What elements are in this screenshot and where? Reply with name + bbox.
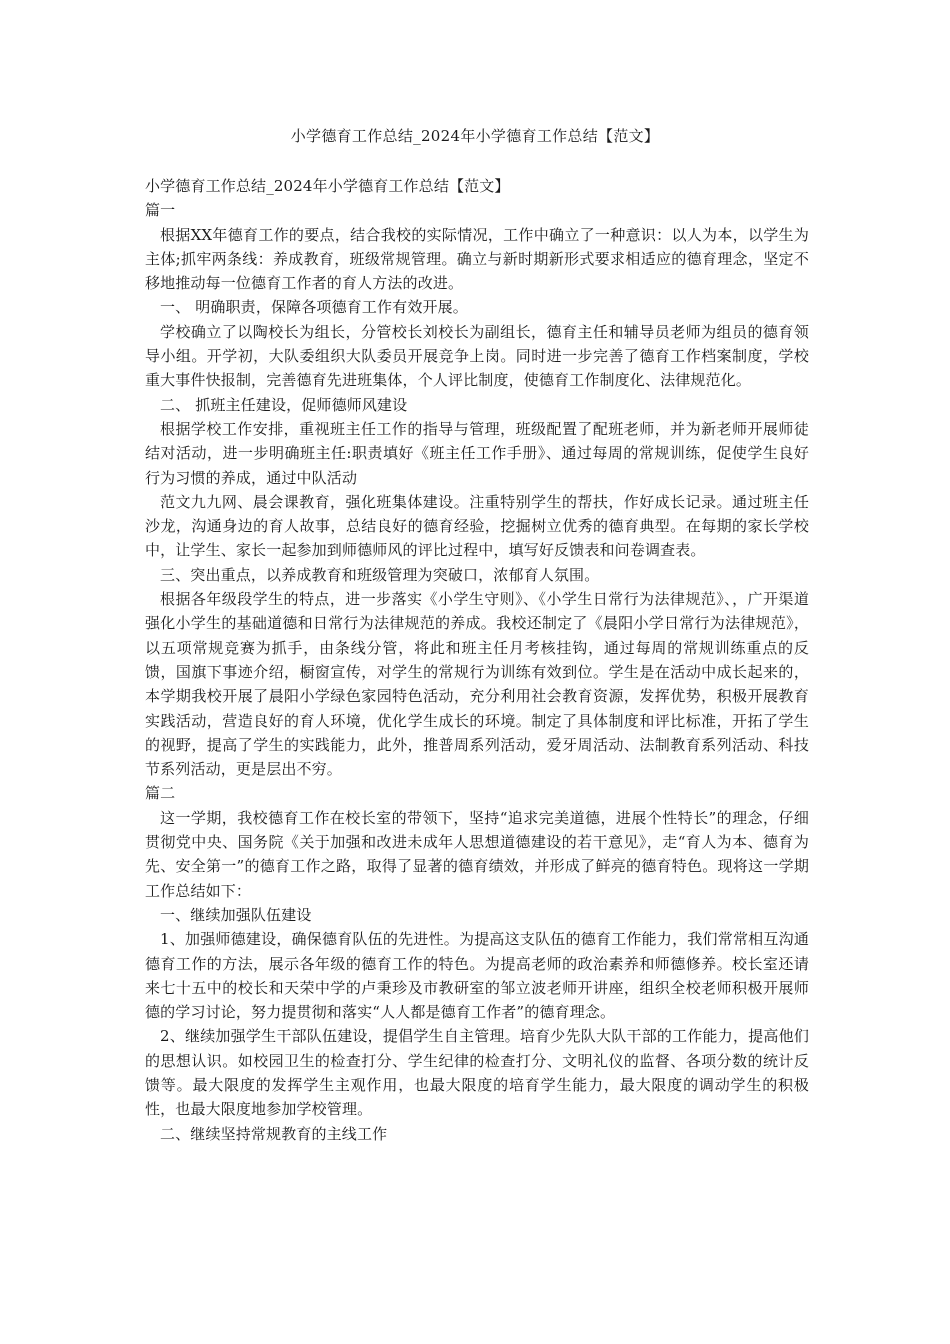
body-heading: 小学德育工作总结_2024年小学德育工作总结【范文】 [145, 177, 510, 195]
paragraph: 2、继续加强学生干部队伍建设，提倡学生自主管理。培育少先队大队干部的工作能力，提高他们的思想认识。如校园卫生的检查打分、学生纪律的检查打分、文明礼仪的监督、各项分数的统计反馈等。最大限度的发挥学生主观作用，也最大限度的培育学生能力，最大限度的调动学生的积极性，也最大限度地参加学校管理。 [145, 1027, 809, 1119]
subheading: 二、 抓班主任建设，促师德师风建设 [160, 395, 408, 414]
section-label-part-two: 篇二 [145, 784, 176, 803]
subheading: 二、继续坚持常规教育的主线工作 [160, 1124, 388, 1143]
section-label-part-one: 篇一 [145, 201, 176, 220]
paragraph: 范文九九网、晨会课教育，强化班集体建设。注重特别学生的帮扶，作好成长记录。通过班主任沙龙，沟通身边的育人故事，总结良好的德育经验，挖掘树立优秀的德育典型。在每期的家长学校中，让学生、家长一起参加到师德师风的评比过程中，填写好反馈表和问卷调查表。 [145, 492, 809, 560]
paragraph: 根据学校工作安排，重视班主任工作的指导与管理，班级配置了配班老师，并为新老师开展师徒结对活动，进一步明确班主任:职责填好《班主任工作手册》、通过每周的常规训练，促使学生良好行为习惯的养成，通过中队活动 [145, 419, 809, 487]
document-body [145, 174, 809, 1146]
paragraph: 1、加强师德建设，确保德育队伍的先进性。为提高这支队伍的德育工作能力，我们常常相互沟通德育工作的方法，展示各年级的德育工作的特色。为提高老师的政治素养和师德修养。校长室还请来七十五中的校长和天荣中学的卢秉珍及市教研室的邹立波老师开讲座，组织全校老师积极开展师德的学习讨论，努力提贯彻和落实“人人都是德育工作者”的德育理念。 [145, 930, 809, 1022]
paragraph: 这一学期，我校德育工作在校长室的带领下，坚持“追求完美道德，进展个性特长”的理念，仔细贯彻党中央、国务院《关于加强和改进未成年人思想道德建设的若干意见》，走“育人为本、德育为先、安全第一”的德育工作之路，取得了显著的德育绩效，并形成了鲜亮的德育特色。现将这一学期工作总结如下： [145, 808, 809, 900]
document-title: 小学德育工作总结_2024年小学德育工作总结【范文】 [290, 127, 660, 145]
subheading: 一、 明确职责，保障各项德育工作有效开展。 [160, 298, 468, 317]
paragraph: 学校确立了以陶校长为组长，分管校长刘校长为副组长，德育主任和辅导员老师为组员的德育领导小组。开学初，大队委组织大队委员开展竞争上岗。同时进一步完善了德育工作档案制度，学校重大事件快报制，完善德育先进班集体，个人评比制度，使德育工作制度化、法律规范化。 [145, 322, 809, 390]
subheading: 三、突出重点，以养成教育和班级管理为突破口，浓郁育人氛围。 [160, 565, 600, 584]
paragraph: 根据各年级段学生的特点，进一步落实《小学生守则》、《小学生日常行为法律规范》、，广开渠道强化小学生的基础道德和日常行为法律规范的养成。我校还制定了《晨阳小学日常行为法律规范》，以五项常规竞赛为抓手，由条线分管，将此和班主任月考核挂钩，通过每周的常规训练重点的反馈，国旗下事迹介绍，橱窗宣传，对学生的常规行为训练有效到位。学生是在活动中成长起来的，本学期我校开展了晨阳小学绿色家园特色活动，充分利用社会教育资源，发挥优势，积极开展教育实践活动，营造良好的育人环境，优化学生成长的环境。制定了具体制度和评比标准，开拓了学生的视野，提高了学生的实践能力，此外，推普周系列活动，爱牙周活动、法制教育系列活动、科技节系列活动，更是层出不穷。 [145, 590, 809, 779]
subheading: 一、继续加强队伍建设 [160, 905, 312, 924]
paragraph: 根据XX年德育工作的要点，结合我校的实际情况，工作中确立了一种意识：以人为本，以学生为主体;抓牢两条线：养成教育，班级常规管理。确立与新时期新形式要求相适应的德育理念，坚定不移地推动每一位德育工作者的育人方法的改进。 [145, 225, 809, 293]
